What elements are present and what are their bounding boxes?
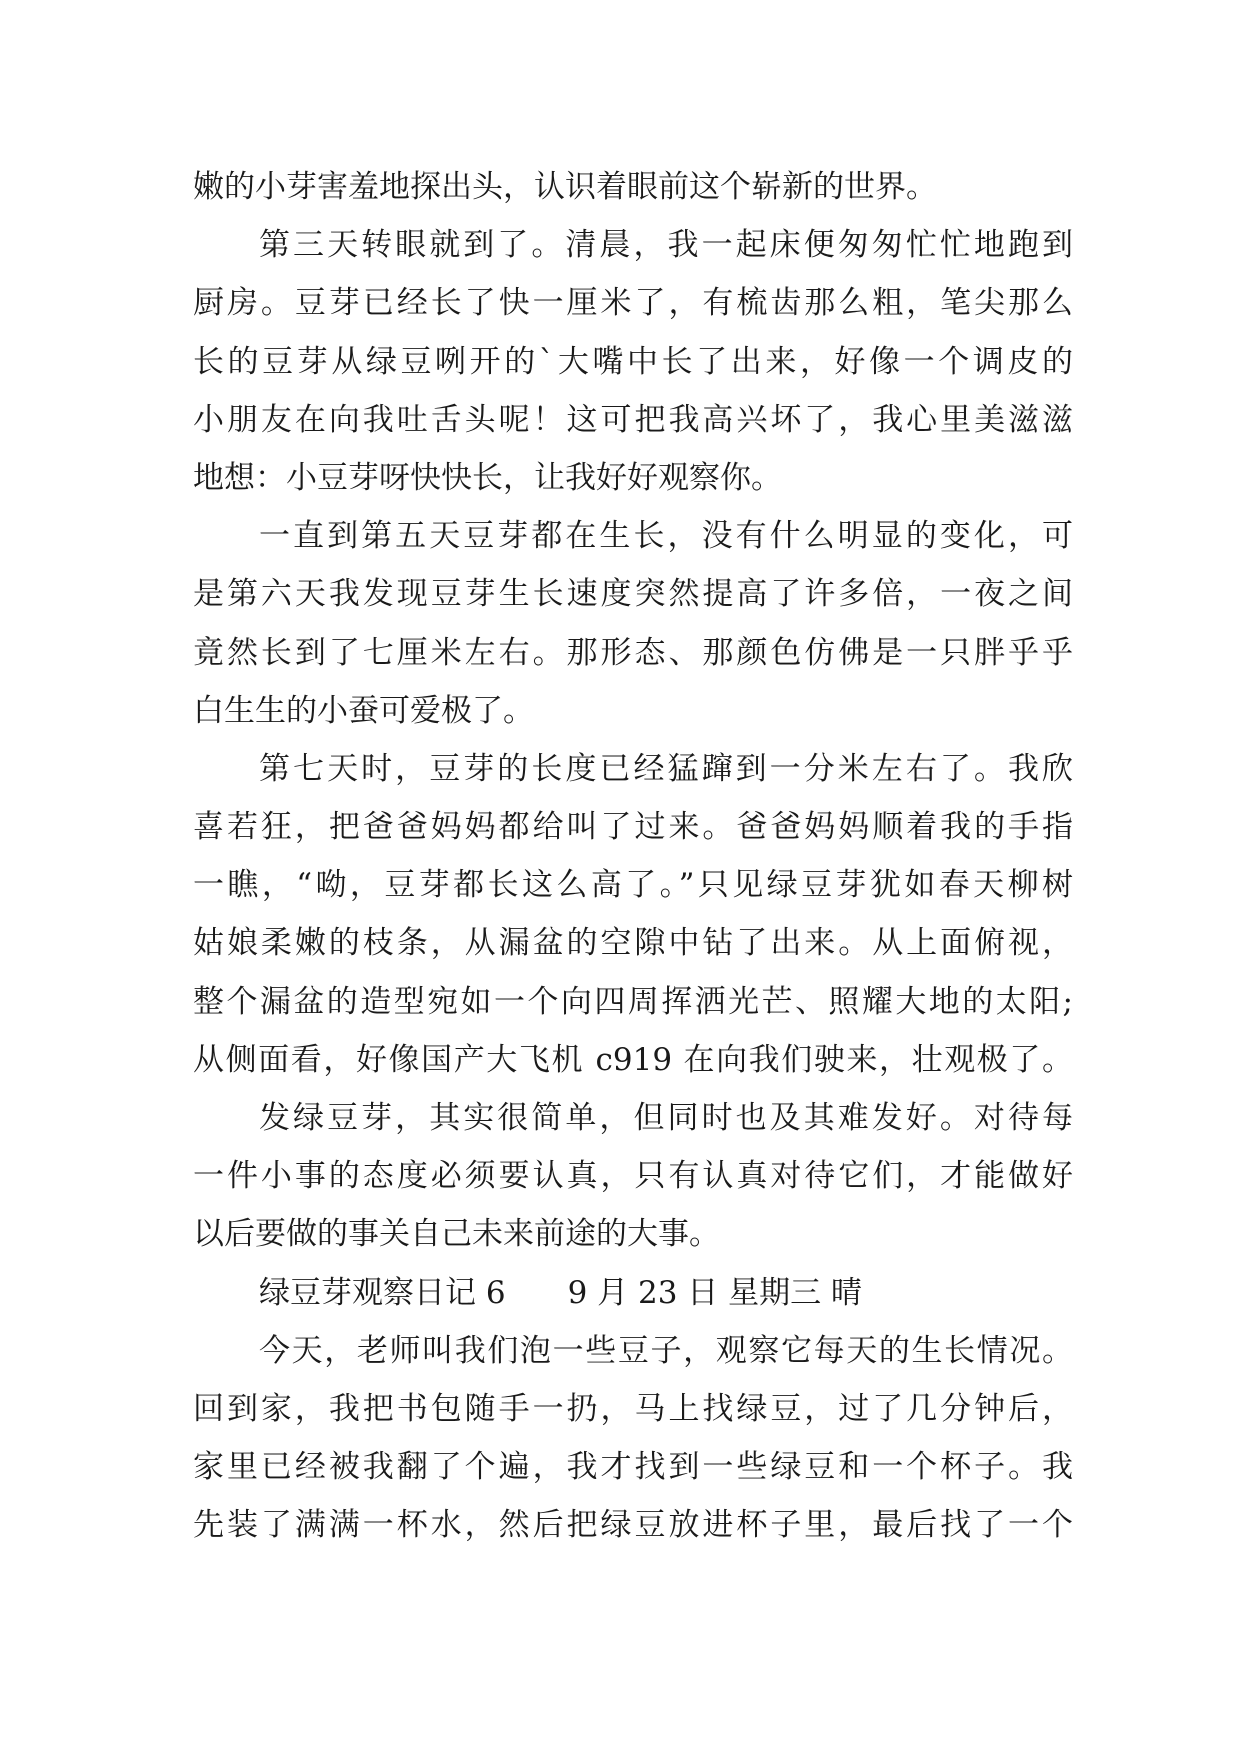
text-line: 从侧面看，好像国产大飞机 c919 在向我们驶来，壮观极了。 (193, 1041, 1073, 1078)
text-line: 一瞧，“呦，豆芽都长这么高了。”只见绿豆芽犹如春天柳树 (193, 867, 1073, 904)
text-line: 家里已经被我翻了个遍，我才找到一些绿豆和一个杯子。我 (193, 1449, 1073, 1486)
text-line: 白生生的小蚕可爱极了。 (193, 692, 534, 729)
diary-entry-heading: 绿豆芽观察日记 6 9 月 23 日 星期三 晴 (259, 1274, 863, 1311)
text-line: 第七天时，豆芽的长度已经猛蹿到一分米左右了。我欣 (259, 750, 1073, 787)
text-line: 地想：小豆芽呀快快长，让我好好观察你。 (193, 459, 782, 496)
text-line: 一直到第五天豆芽都在生长，没有什么明显的变化，可 (259, 518, 1073, 555)
text-line: 第三天转眼就到了。清晨，我一起床便匆匆忙忙地跑到 (259, 227, 1073, 264)
text-line: 嫩的小芽害羞地探出头，认识着眼前这个崭新的世界。 (193, 169, 937, 205)
text-line: 是第六天我发现豆芽生长速度突然提高了许多倍，一夜之间 (193, 576, 1073, 613)
text-line: 小朋友在向我吐舌头呢！这可把我高兴坏了，我心里美滋滋 (193, 401, 1073, 438)
text-line: 先装了满满一杯水，然后把绿豆放进杯子里，最后找了一个 (193, 1507, 1073, 1544)
text-line: 喜若狂，把爸爸妈妈都给叫了过来。爸爸妈妈顺着我的手指 (193, 809, 1073, 846)
diary-text (193, 158, 1073, 1555)
text-line: 以后要做的事关自己未来前途的大事。 (193, 1216, 720, 1253)
text-line: 今天，老师叫我们泡一些豆子，观察它每天的生长情况。 (259, 1332, 1073, 1369)
text-line: 发绿豆芽，其实很简单，但同时也及其难发好。对待每 (259, 1100, 1073, 1136)
text-line: 竟然长到了七厘米左右。那形态、那颜色仿佛是一只胖乎乎 (193, 634, 1073, 671)
text-line: 姑娘柔嫩的枝条，从漏盆的空隙中钻了出来。从上面俯视， (193, 925, 1073, 962)
text-line: 长的豆芽从绿豆咧开的`大嘴中长了出来，好像一个调皮的 (193, 343, 1073, 380)
text-line: 回到家，我把书包随手一扔，马上找绿豆，过了几分钟后， (193, 1390, 1073, 1427)
text-line: 一件小事的态度必须要认真，只有认真对待它们，才能做好 (193, 1158, 1073, 1195)
text-line: 厨房。豆芽已经长了快一厘米了，有梳齿那么粗，笔尖那么 (193, 285, 1073, 322)
text-line: 整个漏盆的造型宛如一个向四周挥洒光芒、照耀大地的太阳; (193, 983, 1073, 1020)
